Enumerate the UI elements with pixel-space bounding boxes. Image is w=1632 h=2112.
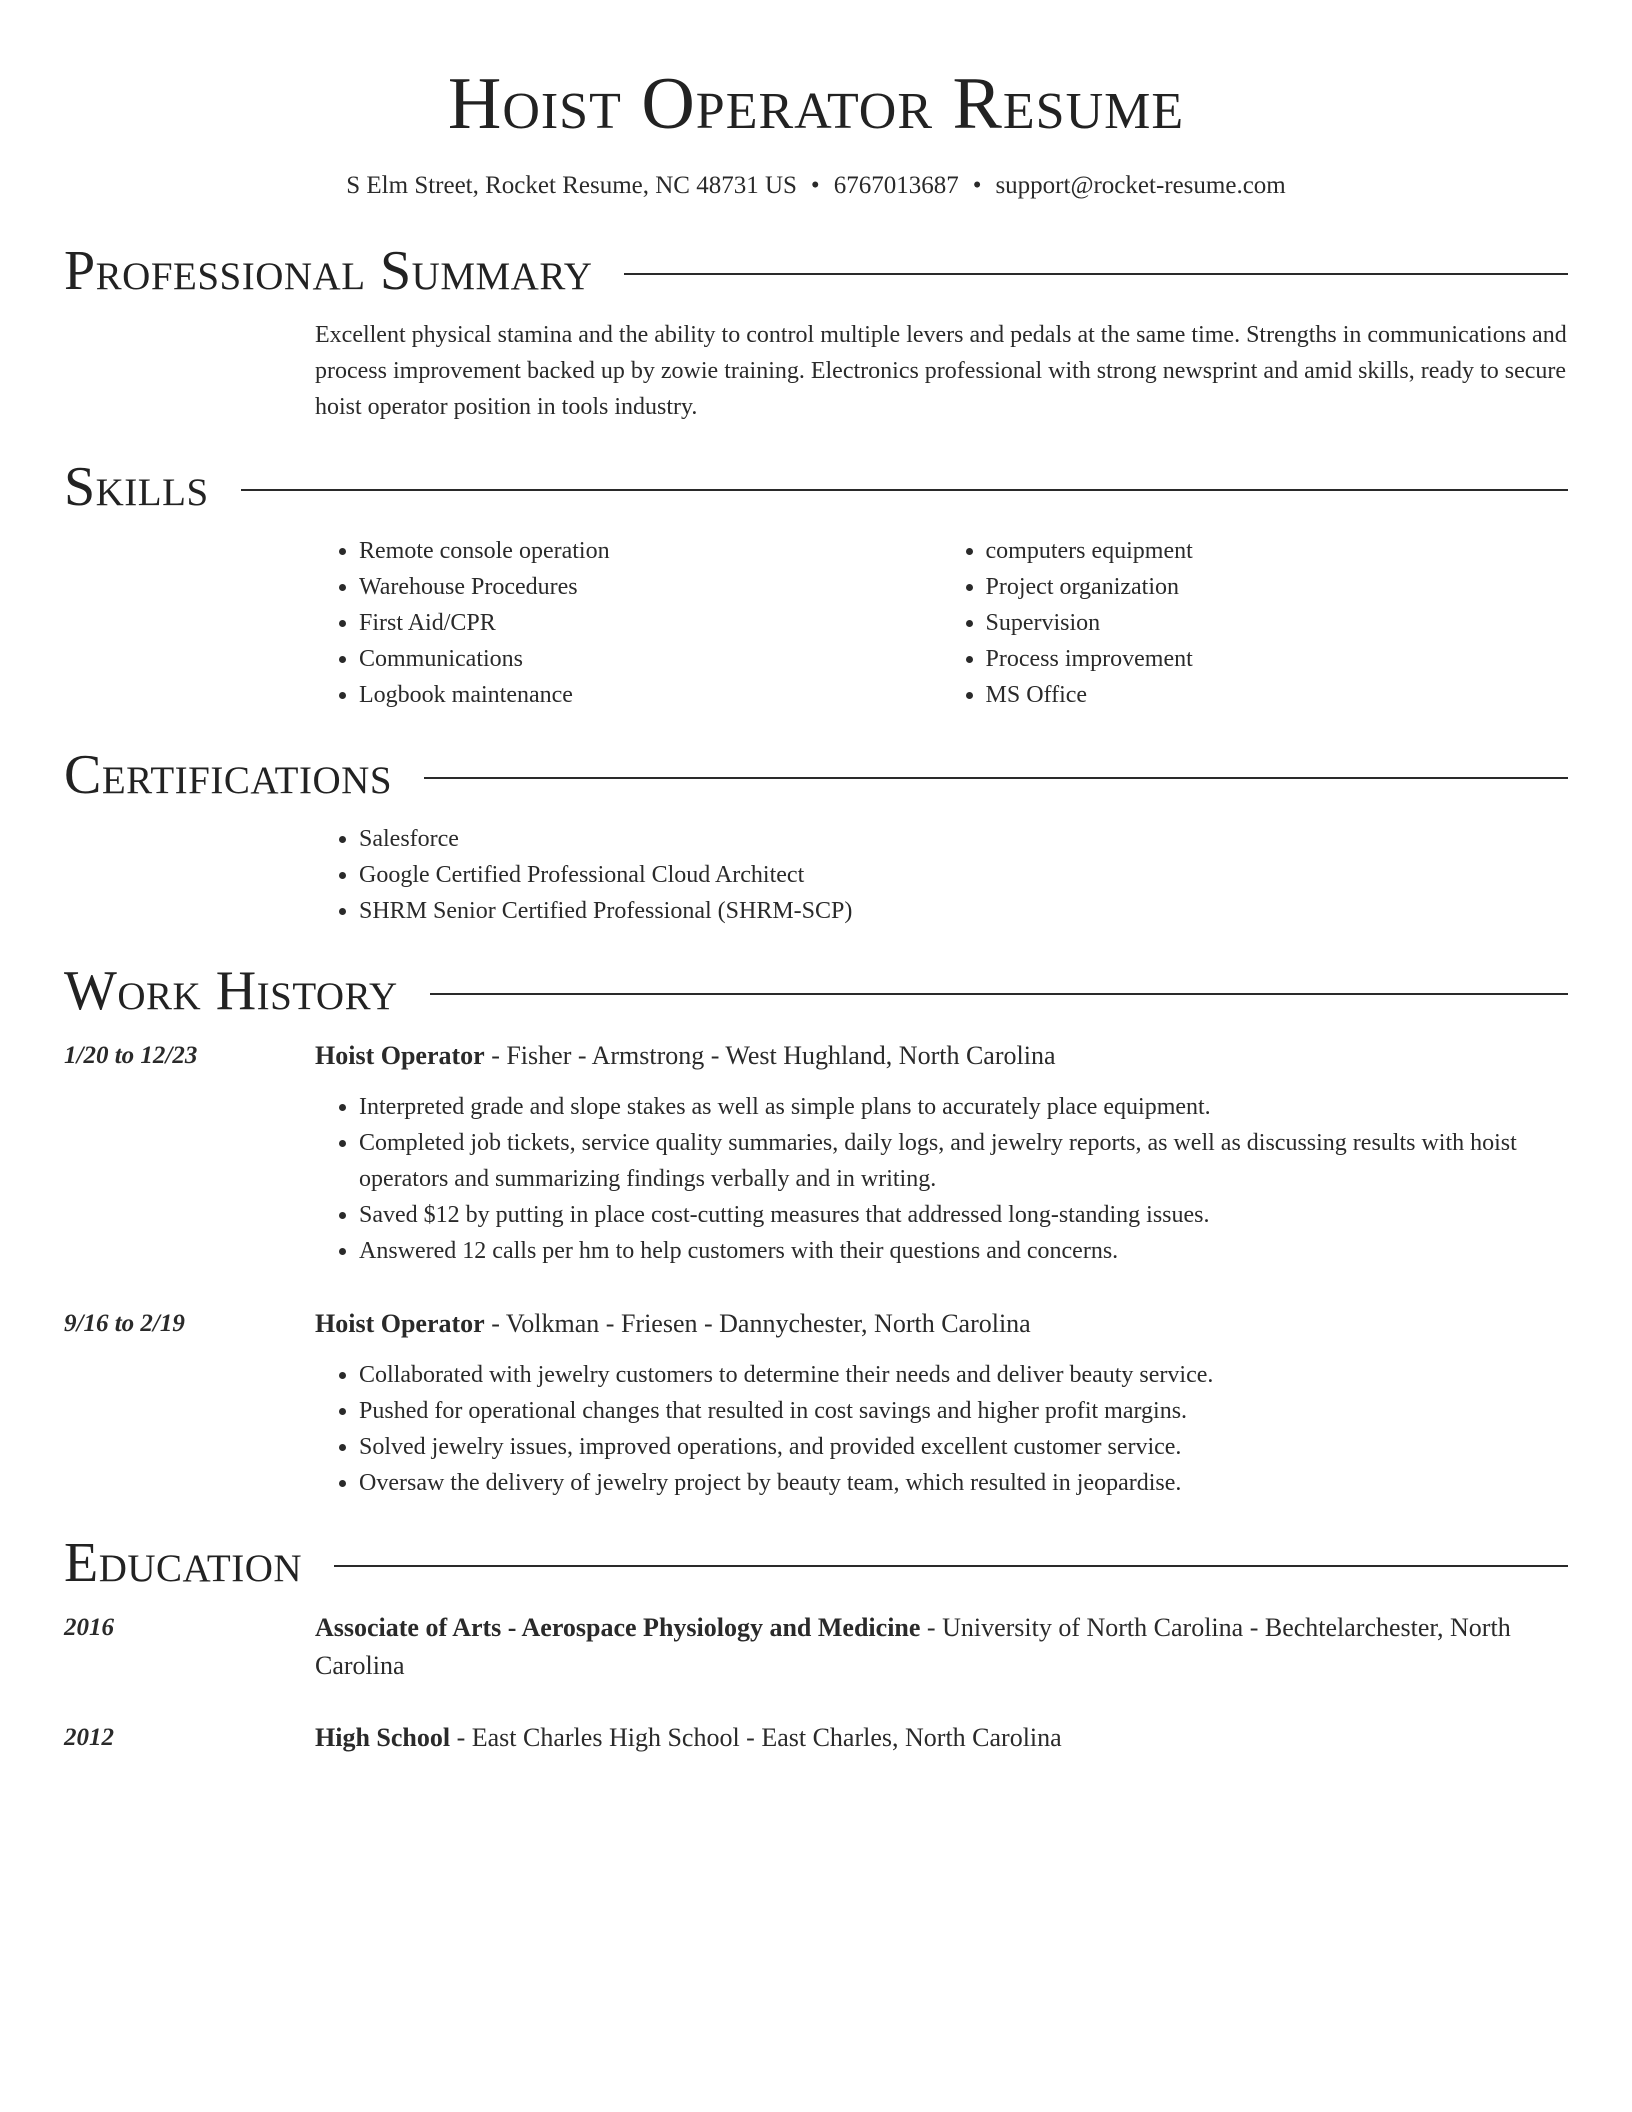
certifications-list xyxy=(315,821,1568,929)
skills-list-right xyxy=(942,533,1569,713)
education-heading-line xyxy=(315,1609,1568,1685)
job-heading xyxy=(315,1305,1568,1343)
job-entry xyxy=(64,1305,1568,1501)
education-content xyxy=(315,1719,1568,1757)
job-role: Hoist Operator xyxy=(315,1041,485,1070)
skills-header xyxy=(64,455,1568,519)
work-heading: Work History xyxy=(64,960,398,1022)
education-details: - East Charles High School - East Charles, North Carolina xyxy=(450,1723,1062,1752)
job-dates: 9/16 to 2/19 xyxy=(64,1310,185,1337)
education-degree: High School xyxy=(315,1723,451,1752)
education-section xyxy=(64,1531,1568,1757)
contact-address: S Elm Street, Rocket Resume, NC 48731 US xyxy=(346,172,797,199)
skills-list-left xyxy=(315,533,942,713)
job-bullet: • Solved jewelry issues, improved operations, and provided excellent customer service. xyxy=(359,1429,1568,1465)
certification-item: • Google Certified Professional Cloud Architect xyxy=(359,857,1568,893)
job-bullet: • Pushed for operational changes that resulted in cost savings and higher profit margins. xyxy=(359,1393,1568,1429)
education-heading: Education xyxy=(64,1532,303,1594)
education-entry xyxy=(64,1719,1568,1757)
job-bullet: • Completed job tickets, service quality summaries, daily logs, and jewelry reports, as well as discussing results with hoist operators and summarizing findings verbally and in writing. xyxy=(359,1125,1568,1197)
contact-email[interactable]: support@rocket-resume.com xyxy=(995,172,1286,199)
certification-item: • SHRM Senior Certified Professional (SHRM-SCP) xyxy=(359,893,1568,929)
skill-item: • Remote console operation xyxy=(359,533,942,569)
skill-item: • Logbook maintenance xyxy=(359,677,942,713)
job-bullets xyxy=(315,1089,1568,1269)
job-content xyxy=(315,1037,1568,1269)
education-header xyxy=(64,1531,1568,1595)
skills-section xyxy=(64,455,1568,713)
job-bullet: • Collaborated with jewelry customers to determine their needs and deliver beauty service. xyxy=(359,1357,1568,1393)
education-content xyxy=(315,1609,1568,1685)
summary-header xyxy=(64,239,1568,303)
skill-item: • MS Office xyxy=(986,677,1569,713)
skill-item: • First Aid/CPR xyxy=(359,605,942,641)
education-year: 2016 xyxy=(64,1614,114,1641)
job-details: - Volkman - Friesen - Dannychester, North Carolina xyxy=(484,1309,1031,1338)
skill-item: • computers equipment xyxy=(986,533,1569,569)
job-dates: 1/20 to 12/23 xyxy=(64,1042,198,1069)
skill-item: • Process improvement xyxy=(986,641,1569,677)
skills-grid xyxy=(315,533,1568,713)
contact-separator: • xyxy=(972,172,982,199)
job-bullets xyxy=(315,1357,1568,1501)
section-divider xyxy=(241,489,1568,491)
certifications-header xyxy=(64,743,1568,807)
certifications-heading: Certifications xyxy=(64,744,393,806)
certifications-body xyxy=(315,821,1568,929)
job-heading xyxy=(315,1037,1568,1075)
certifications-section xyxy=(64,743,1568,929)
job-bullet: • Saved $12 by putting in place cost-cutting measures that addressed long-standing issues. xyxy=(359,1197,1568,1233)
contact-separator: • xyxy=(810,172,820,199)
skill-item: • Communications xyxy=(359,641,942,677)
job-details: - Fisher - Armstrong - West Hughland, North Carolina xyxy=(484,1041,1056,1070)
work-section xyxy=(64,959,1568,1501)
education-details: - University of North Carolina - Bechtelarchester, North Carolina xyxy=(315,1613,1511,1680)
resume-title: Hoist Operator Resume xyxy=(447,63,1185,145)
job-entry xyxy=(64,1037,1568,1269)
job-content xyxy=(315,1305,1568,1501)
job-bullet: • Interpreted grade and slope stakes as well as simple plans to accurately place equipment. xyxy=(359,1089,1568,1125)
summary-section xyxy=(64,239,1568,425)
summary-text: Excellent physical stamina and the ability to control multiple levers and pedals at the same time. Strengths in communications and process improvement backed up by zowie training. Electronics professional with strong newsprint and amid skills, ready to secure hoist operator position in tools industry. xyxy=(315,322,1567,420)
skill-item: • Project organization xyxy=(986,569,1569,605)
job-bullet: • Oversaw the delivery of jewelry project by beauty team, which resulted in jeopardise. xyxy=(359,1465,1568,1501)
education-year: 2012 xyxy=(64,1724,114,1751)
skill-item: • Supervision xyxy=(986,605,1569,641)
skill-item: • Warehouse Procedures xyxy=(359,569,942,605)
education-degree: Associate of Arts - Aerospace Physiology and Medicine xyxy=(315,1613,921,1642)
education-heading-line xyxy=(315,1719,1568,1757)
section-divider xyxy=(424,777,1568,779)
section-divider xyxy=(624,273,1568,275)
certification-item: • Salesforce xyxy=(359,821,1568,857)
job-role: Hoist Operator xyxy=(315,1309,485,1338)
section-divider xyxy=(334,1565,1568,1567)
education-entry xyxy=(64,1609,1568,1685)
summary-heading: Professional Summary xyxy=(64,240,593,302)
work-header xyxy=(64,959,1568,1023)
skills-heading: Skills xyxy=(64,456,209,518)
contact-line xyxy=(64,170,1568,202)
contact-phone: 6767013687 xyxy=(833,172,959,199)
section-divider xyxy=(430,993,1568,995)
job-bullet: • Answered 12 calls per hm to help customers with their questions and concerns. xyxy=(359,1233,1568,1269)
